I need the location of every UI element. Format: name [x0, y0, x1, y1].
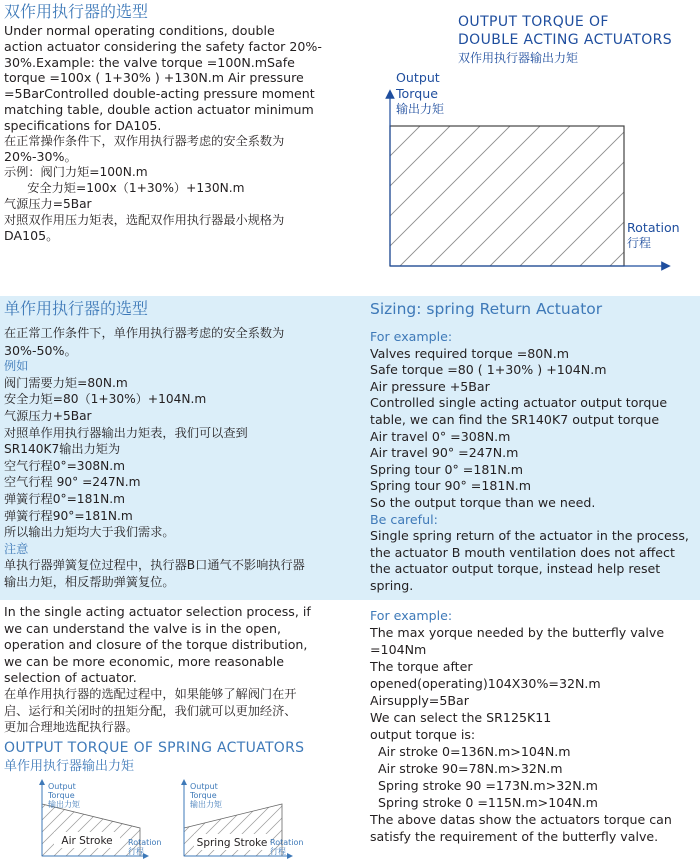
text-line: So the output torque than we need.	[370, 494, 596, 510]
spring-chart-x-label	[270, 838, 303, 856]
double-chart-y-label-en2: Torque	[396, 86, 438, 101]
text-line: we can understand the valve is in the open,	[4, 620, 281, 636]
text-line: matching table, double action actuator minimum	[4, 101, 314, 117]
text-line: Airsupply=5Bar	[370, 693, 469, 708]
x-label-en: Rotation	[128, 838, 162, 847]
text-line: =5BarControlled double-acting pressure moment	[4, 86, 315, 102]
text-line: Air stroke 0=136N.m>104N.m	[370, 744, 571, 759]
single-acting-cn-text	[4, 326, 305, 592]
text-line: 空气行程 90° =247N.m	[4, 475, 141, 490]
example-label: 例如	[4, 359, 29, 374]
text-line: 对照双作用压力矩表，选配双作用执行器最小规格为	[4, 212, 285, 227]
hatch-pattern	[380, 126, 680, 266]
y-label-cn: 输出力矩	[190, 800, 222, 809]
double-chart-title-cn: 双作用执行器输出力矩	[458, 51, 579, 65]
text-line: 空气行程0°=308N.m	[4, 458, 125, 473]
text-line: The above datas show the actuators torque can	[370, 812, 672, 827]
text-line: 20%-30%。	[4, 149, 78, 165]
sizing-spring-return-text	[370, 329, 689, 595]
text-line: 启、运行和关闭时的扭矩分配，我们就可以更加经济、	[4, 703, 297, 718]
text-line: 在正常操作条件下，双作用执行器考虑的安全系数为	[4, 133, 285, 148]
butterfly-example-text	[370, 608, 672, 846]
text-line: Valves required torque =80N.m	[370, 345, 569, 361]
text-line: 阀门需要力矩=80N.m	[4, 375, 128, 390]
text-line: DA105。	[4, 228, 59, 244]
text-line: The max yorque needed by the butterfly valve	[370, 625, 665, 640]
text-line: we can be more economic, more reasonable	[4, 653, 285, 669]
text-line: 弹簧行程0°=181N.m	[4, 491, 125, 506]
text-line: the actuator B mouth ventilation does not affect	[370, 544, 675, 560]
text-line: 所以输出力矩均大于我们需求。	[4, 525, 175, 540]
text-line: 对照单作用执行器输出力矩表，我们可以查到	[4, 425, 248, 440]
text-line: In the single acting actuator selection process, if	[4, 604, 311, 619]
text-line: action actuator considering the safety factor 20%-	[4, 38, 322, 54]
text-line: Air travel 0° =308N.m	[370, 428, 511, 444]
spring-chart-title: OUTPUT TORQUE OF SPRING ACTUATORS	[4, 740, 305, 756]
double-chart-y-label-cn: 输出力矩	[396, 102, 445, 116]
y-label-en1: Output	[190, 782, 218, 791]
text-line: 在正常工作条件下，单作用执行器考虑的安全系数为	[4, 326, 285, 340]
x-label-cn: 行程	[128, 847, 144, 856]
text-line: Spring tour 90° =181N.m	[370, 478, 532, 494]
text-line: 气源压力+5Bar	[4, 408, 92, 423]
text-line: =104Nm	[370, 642, 427, 657]
x-label-cn: 行程	[270, 847, 286, 856]
selection-process-text	[4, 604, 311, 737]
text-line: 安全力矩=80（1+30%）+104N.m	[4, 392, 207, 407]
text-line: Air travel 90° =247N.m	[370, 445, 519, 461]
air-stroke-label: Air Stroke	[61, 835, 113, 847]
text-line: Spring stroke 0 =115N.m>104N.m	[370, 795, 598, 810]
text-line: Air pressure +5Bar	[370, 378, 490, 394]
text-line: output torque is:	[370, 727, 476, 742]
sizing-spring-return-heading: Sizing: spring Return Actuator	[370, 300, 603, 318]
double-chart-title-line2: DOUBLE ACTING ACTUATORS	[458, 32, 673, 48]
text-line: selection of actuator.	[4, 670, 137, 686]
double-chart-y-label-en1: Output	[396, 70, 440, 85]
text-line: Spring tour 0° =181N.m	[370, 461, 524, 477]
text-line: We can select the SR125K11	[370, 710, 552, 725]
single-acting-heading-cn: 单作用执行器的选型	[4, 299, 149, 318]
air-chart-y-label	[48, 782, 80, 809]
spring-chart-title-cn: 单作用执行器输出力矩	[4, 759, 135, 774]
text-line: spring.	[370, 577, 414, 593]
example-label: For example:	[370, 329, 453, 344]
text-line: specifications for DA105.	[4, 117, 162, 133]
text-line: SR140K7输出力矩为	[4, 442, 121, 457]
text-line: 弹簧行程90°=181N.m	[4, 508, 133, 523]
example-label: For example:	[370, 608, 453, 623]
x-label-en: Rotation	[270, 838, 304, 847]
note-label: 注意	[4, 541, 29, 556]
text-line: Single spring return of the actuator in the process,	[370, 528, 689, 544]
y-label-en2: Torque	[190, 791, 217, 800]
text-line: 更加合理地选配执行器。	[4, 720, 139, 735]
y-label-cn: 输出力矩	[48, 800, 80, 809]
double-chart-x-label-en: Rotation	[627, 220, 680, 235]
text-line: Under normal operating conditions, double	[4, 23, 275, 38]
text-line: Controlled single acting actuator output torque	[370, 395, 668, 411]
double-chart-x-label-cn: 行程	[627, 236, 652, 250]
double-chart-title-line1: OUTPUT TORQUE OF	[458, 14, 609, 30]
text-line: 安全力矩=100x（1+30%）+130N.m	[4, 180, 245, 195]
text-line: 单执行器弹簧复位过程中，执行器B口通气不影响执行器	[4, 558, 305, 573]
text-line: 30%-50%。	[4, 342, 78, 358]
text-line: 30%.Example: the valve torque =100N.mSafe	[4, 54, 295, 70]
text-line: operation and closure of the torque distribution,	[4, 637, 308, 653]
text-line: 气源压力=5Bar	[4, 196, 92, 211]
y-label-en2: Torque	[48, 791, 75, 800]
spring-chart-y-label	[190, 782, 222, 809]
text-line: Air stroke 90=78N.m>32N.m	[370, 761, 563, 776]
text-line: table, we can find the SR140K7 output torque	[370, 411, 660, 427]
text-line: satisfy the requirement of the butterfly valve.	[370, 829, 659, 844]
air-chart-x-label	[128, 838, 161, 856]
text-line: The torque after	[370, 659, 473, 674]
spring-stroke-label: Spring Stroke	[196, 837, 268, 849]
double-acting-heading: 双作用执行器的选型	[4, 2, 149, 21]
careful-label: Be careful:	[370, 511, 438, 527]
text-line: the actuator output torque, instead help reset	[370, 561, 661, 577]
text-line: torque =100x ( 1+30% ) +130N.m Air pressure	[4, 70, 304, 86]
text-line: 在单作用执行器的选配过程中，如果能够了解阀门在开	[4, 686, 297, 701]
text-line: Safe torque =80 ( 1+30% ) +104N.m	[370, 362, 607, 378]
torque-area-outline	[390, 126, 624, 266]
text-line: 示例：阀门力矩=100N.m	[4, 165, 148, 180]
double-acting-torque-diagram	[380, 80, 680, 280]
text-line: opened(operating)104X30%=32N.m	[370, 676, 601, 691]
double-acting-text	[4, 23, 322, 244]
text-line: 输出力矩，相反帮助弹簧复位。	[4, 574, 175, 589]
text-line: Spring stroke 90 =173N.m>32N.m	[370, 778, 598, 793]
y-label-en1: Output	[48, 782, 76, 791]
